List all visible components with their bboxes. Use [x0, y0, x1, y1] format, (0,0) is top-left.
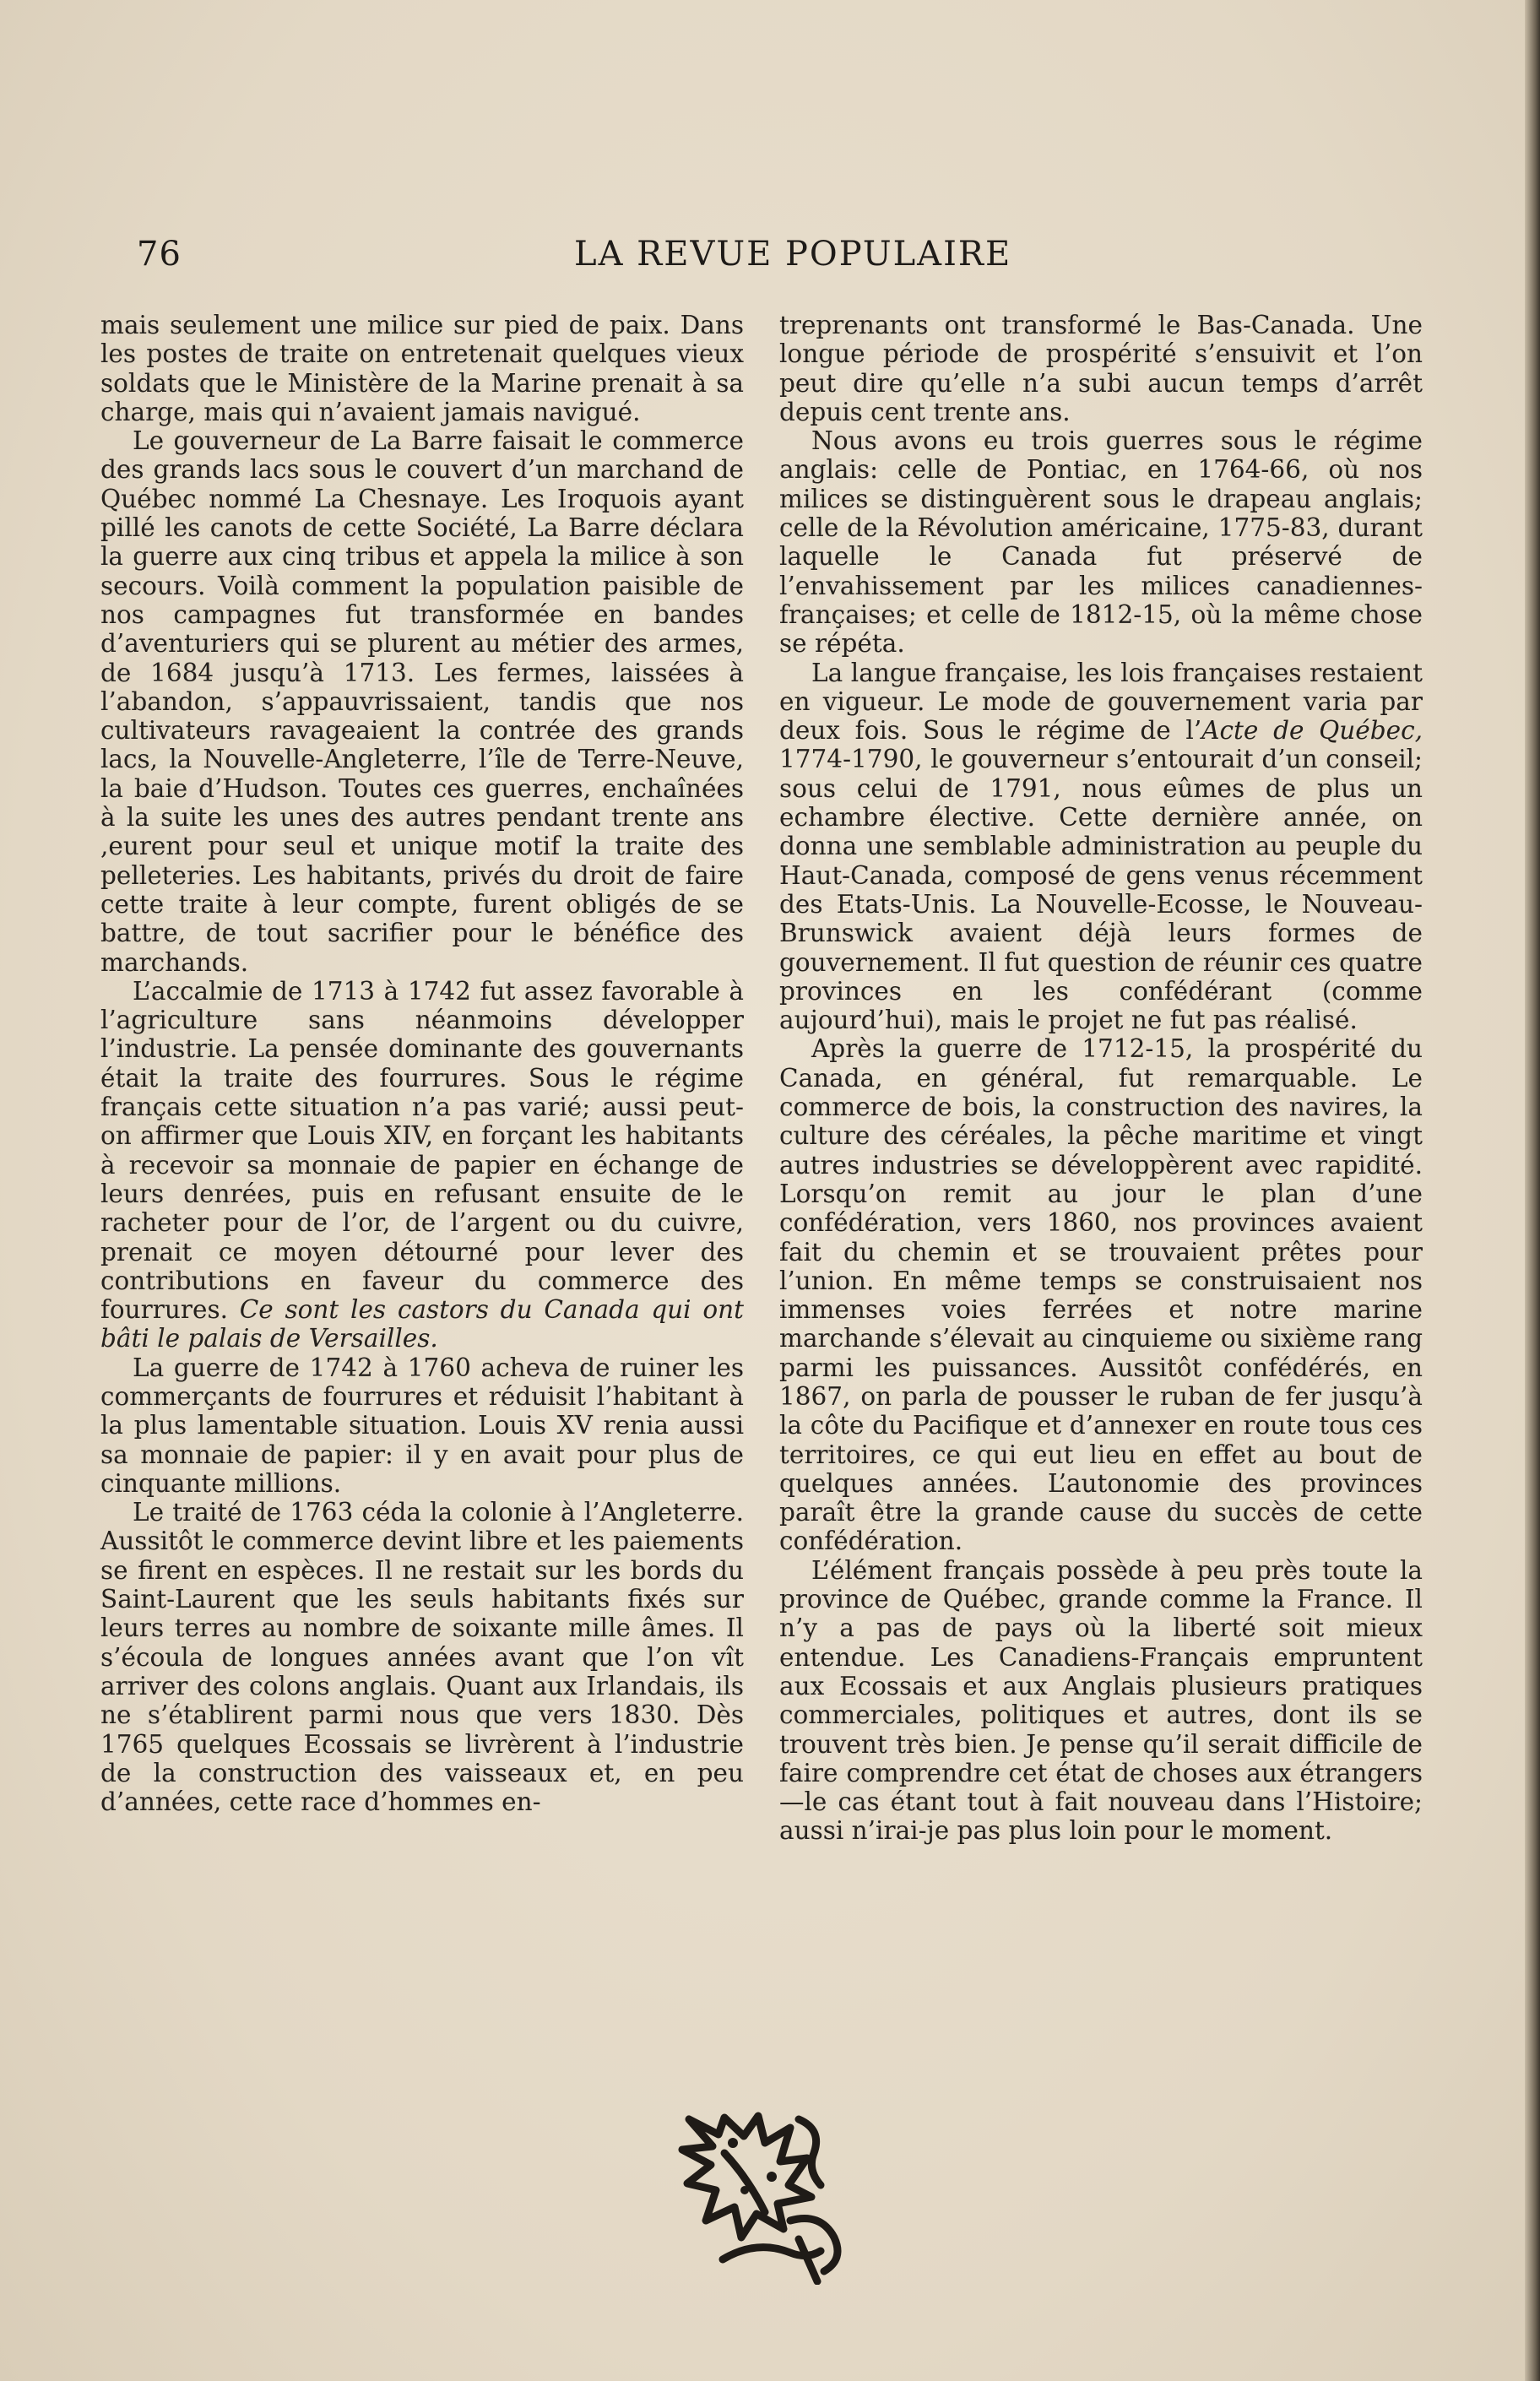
paragraph: L’élément français possède à peu près toute la province de Québec, grande comme la France. Il n’y a pas de pays où la liberté soit mieux entendue. Les Canadiens-Français empruntent aux Ecossais et aux Anglais plusieurs pratiques commerciales, politiques et autres, dont ils se trouvent très bien. Je pense qu’il serait difficile de faire comprendre cet état de choses aux étrangers—le cas étant tout à fait nouveau dans l’Histoire; aussi n’irai-je pas plus loin pour le moment.	[779, 1555, 1423, 1846]
paragraph: mais seulement une milice sur pied de paix. Dans les postes de traite on entretenait quelques vieux soldats que le Ministère de la Marine prenait à sa charge, mais qui n’avaient jamais navigué.	[100, 311, 744, 426]
paragraph	[100, 977, 744, 1353]
left-column	[100, 311, 744, 1816]
page-number: 76	[137, 235, 182, 274]
paragraph-text: La langue française, les lois françaises restaient en vigueur. Le mode de gouvernement varia par deux fois. Sous le régime de l’	[779, 658, 1423, 746]
italic-title: Acte de Québec,	[1201, 716, 1423, 746]
page-edge	[1525, 0, 1540, 2381]
paragraph	[779, 659, 1423, 1035]
paragraph: Nous avons eu trois guerres sous le régime anglais: celle de Pontiac, en 1764-66, où nos milices se distinguèrent sous le drapeau anglais; celle de la Révolution américaine, 1775-83, durant laquelle le Canada fut préservé de l’envahissement par les milices canadiennes-françaises; et celle de 1812-15, où la même chose se répéta.	[779, 426, 1423, 659]
italic-quote: Ce sont les castors du Canada qui ont bâti le palais de Versailles.	[100, 1295, 744, 1353]
paragraph: La guerre de 1742 à 1760 acheva de ruiner les commerçants de fourrures et réduisit l’habitant à la plus lamentable situation. Louis XV renia aussi sa monnaie de papier: il y en avait pour plus de cinquante millions.	[100, 1353, 744, 1498]
page-header	[137, 230, 1429, 280]
maple-leaf-ornament-icon	[672, 2102, 856, 2285]
right-column	[779, 311, 1423, 1846]
paragraph: Le traité de 1763 céda la colonie à l’Angleterre. Aussitôt le commerce devint libre et les paiements se firent en espèces. Il ne restait sur les bords du Saint-Laurent que les seuls habitants fixés sur leurs terres au nombre de soixante mille âmes. Il s’écoula de longues années avant que l’on vît arriver des colons anglais. Quant aux Irlandais, ils ne s’établirent parmi nous que vers 1830. Dès 1765 quelques Ecossais se livrèrent à l’industrie de la construction des vaisseaux et, en peu d’années, cette race d’hommes en-	[100, 1498, 744, 1817]
running-head: LA REVUE POPULAIRE	[574, 235, 1012, 274]
paragraph: Le gouverneur de La Barre faisait le commerce des grands lacs sous le couvert d’un marchand de Québec nommé La Chesnaye. Les Iroquois ayant pillé les canots de cette Société, La Barre déclara la guerre aux cinq tribus et appela la milice à son secours. Voilà comment la population paisible de nos campagnes fut transformée en bandes d’aventuriers qui se plurent au métier des armes, de 1684 jusqu’à 1713. Les fermes, laissées à l’abandon, s’appauvrissaient, tandis que nos cultivateurs ravageaient la contrée des grands lacs, la Nouvelle-Angleterre, l’île de Terre-Neuve, la baie d’Hudson. Toutes ces guerres, enchaînées à la suite les unes des autres pendant trente ans ,eurent pour seul et unique motif la traite des pelleteries. Les habitants, privés du droit de faire cette traite à leur compte, furent obligés de se battre, de tout sacrifier pour le bénéfice des marchands.	[100, 426, 744, 977]
paragraph-text: L’accalmie de 1713 à 1742 fut assez favorable à l’agriculture sans néanmoins développer l’industrie. La pensée dominante des gouvernants était la traite des fourrures. Sous le régime français cette situation n’a pas varié; aussi peut-on affirmer que Louis XIV, en forçant les habitants à recevoir sa monnaie de papier en échange de leurs denrées, puis en refusant ensuite de le racheter pour de l’or, de l’argent ou du cuivre, prenait ce moyen détourné pour lever des contributions en faveur du commerce des fourrures.	[100, 976, 744, 1325]
paragraph-text: 1774-1790, le gouverneur s’entourait d’un conseil; sous celui de 1791, nous eûmes de plus un echambre élective. Cette dernière année, on donna une semblable administration au peuple du Haut-Canada, composé de gens venus récemment des Etats-Unis. La Nouvelle-Ecosse, le Nouveau-Brunswick avaient déjà leurs formes de gouvernement. Il fut question de réunir ces quatre provinces en les confédérant (comme aujourd’hui), mais le projet ne fut pas réalisé.	[779, 745, 1423, 1035]
paragraph: Après la guerre de 1712-15, la prospérité du Canada, en général, fut remarquable. Le commerce de bois, la construction des navires, la culture des céréales, la pêche maritime et vingt autres industries se développèrent avec rapidité. Lorsqu’on remit au jour le plan d’une confédération, vers 1860, nos provinces avaient fait du chemin et se trouvaient prêtes pour l’union. En même temps se construisaient nos immenses voies ferrées et notre marine marchande s’élevait au cinquieme ou sixième rang parmi les puissances. Aussitôt confédérés, en 1867, on parla de pousser le ruban de fer jusqu’à la côte du Pacifique et d’annexer en route tous ces territoires, ce qui eut lieu en effet au bout de quelques années. L’autonomie des provinces paraît être la grande cause du succès de cette confédération.	[779, 1034, 1423, 1556]
paragraph: treprenants ont transformé le Bas-Canada. Une longue période de prospérité s’ensuivit et l’on peut dire qu’elle n’a subi aucun temps d’arrêt depuis cent trente ans.	[779, 311, 1423, 426]
